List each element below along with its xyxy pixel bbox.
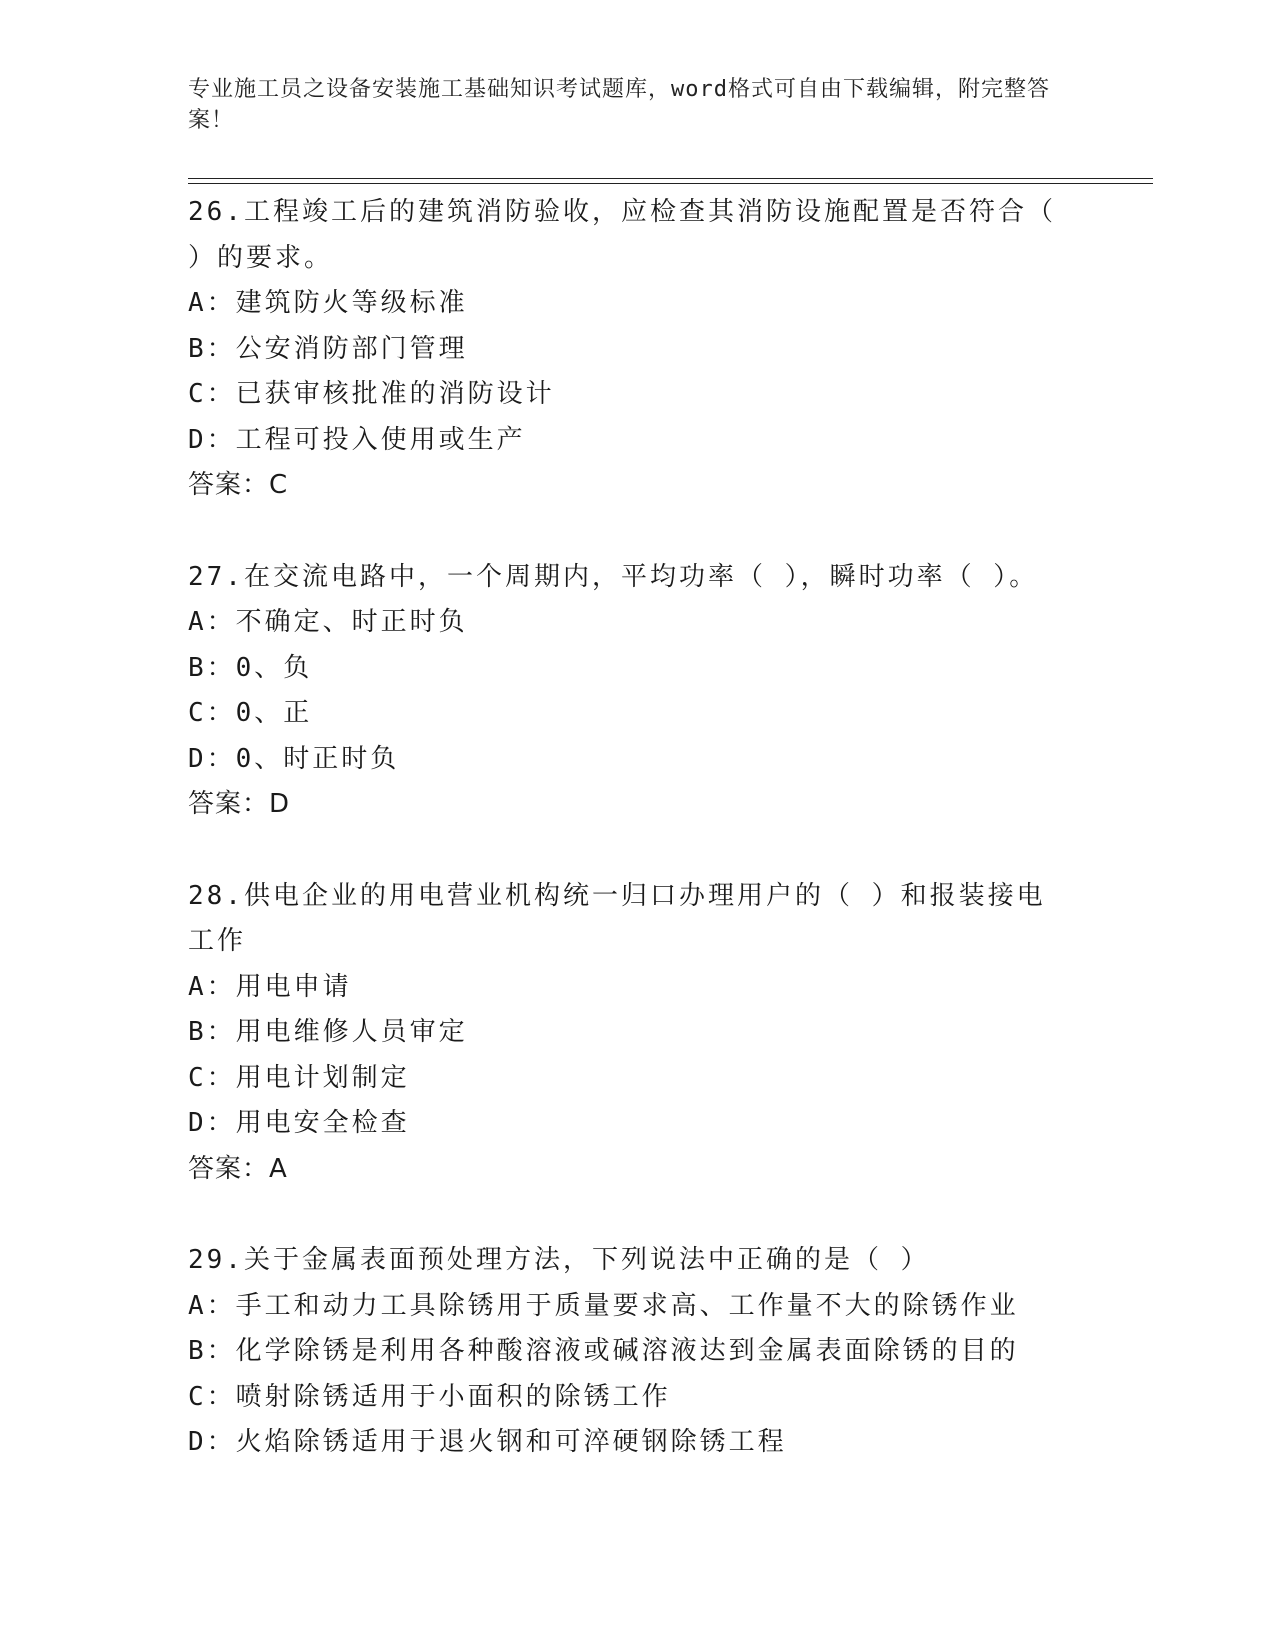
document-header: 专业施工员之设备安装施工基础知识考试题库，word格式可自由下载编辑，附完整答案！ [188,77,1050,133]
option-b: B：化学除锈是利用各种酸溶液或碱溶液达到金属表面除锈的目的 [188,1336,1019,1366]
answer: 答案：A [188,1153,288,1184]
option-c: C：喷射除锈适用于小面积的除锈工作 [188,1381,671,1412]
option-d: D：用电安全检查 [188,1108,410,1138]
question-text: 27.在交流电路中，一个周期内，平均功率（ ），瞬时功率（ ）。 [188,561,1039,592]
header-divider-bottom [188,183,1153,184]
question-27 [188,555,1068,828]
option-a: A：不确定、时正时负 [188,607,468,637]
option-c: C：0、正 [188,698,313,728]
question-28 [188,874,1068,1193]
option-b: B：0、负 [188,652,313,683]
question-list [188,190,1075,1512]
option-b: B：用电维修人员审定 [188,1017,468,1047]
question-26 [188,190,1075,509]
option-c: C：用电计划制定 [188,1062,410,1093]
option-a: A：手工和动力工具除锈用于质量要求高、工作量不大的除锈作业 [188,1290,1019,1321]
header-divider-top [188,178,1153,179]
question-text: 26.工程竣工后的建筑消防验收，应检查其消防设施配置是否符合（ ）的要求。 [188,197,1075,273]
option-d: D：工程可投入使用或生产 [188,424,526,455]
answer: 答案：C [188,470,289,500]
question-text: 28.供电企业的用电营业机构统一归口办理用户的（ ）和报装接电工作 [188,880,1046,956]
option-d: D：火焰除锈适用于退火钢和可淬硬钢除锈工程 [188,1427,787,1457]
question-text: 29.关于金属表面预处理方法，下列说法中正确的是（ ） [188,1245,930,1275]
question-29 [188,1238,1068,1466]
option-d: D：0、时正时负 [188,743,400,774]
option-a: A：建筑防火等级标准 [188,288,468,318]
option-a: A：用电申请 [188,971,352,1002]
answer: 答案：D [188,789,291,819]
option-c: C：已获审核批准的消防设计 [188,379,555,409]
option-b: B：公安消防部门管理 [188,333,468,364]
